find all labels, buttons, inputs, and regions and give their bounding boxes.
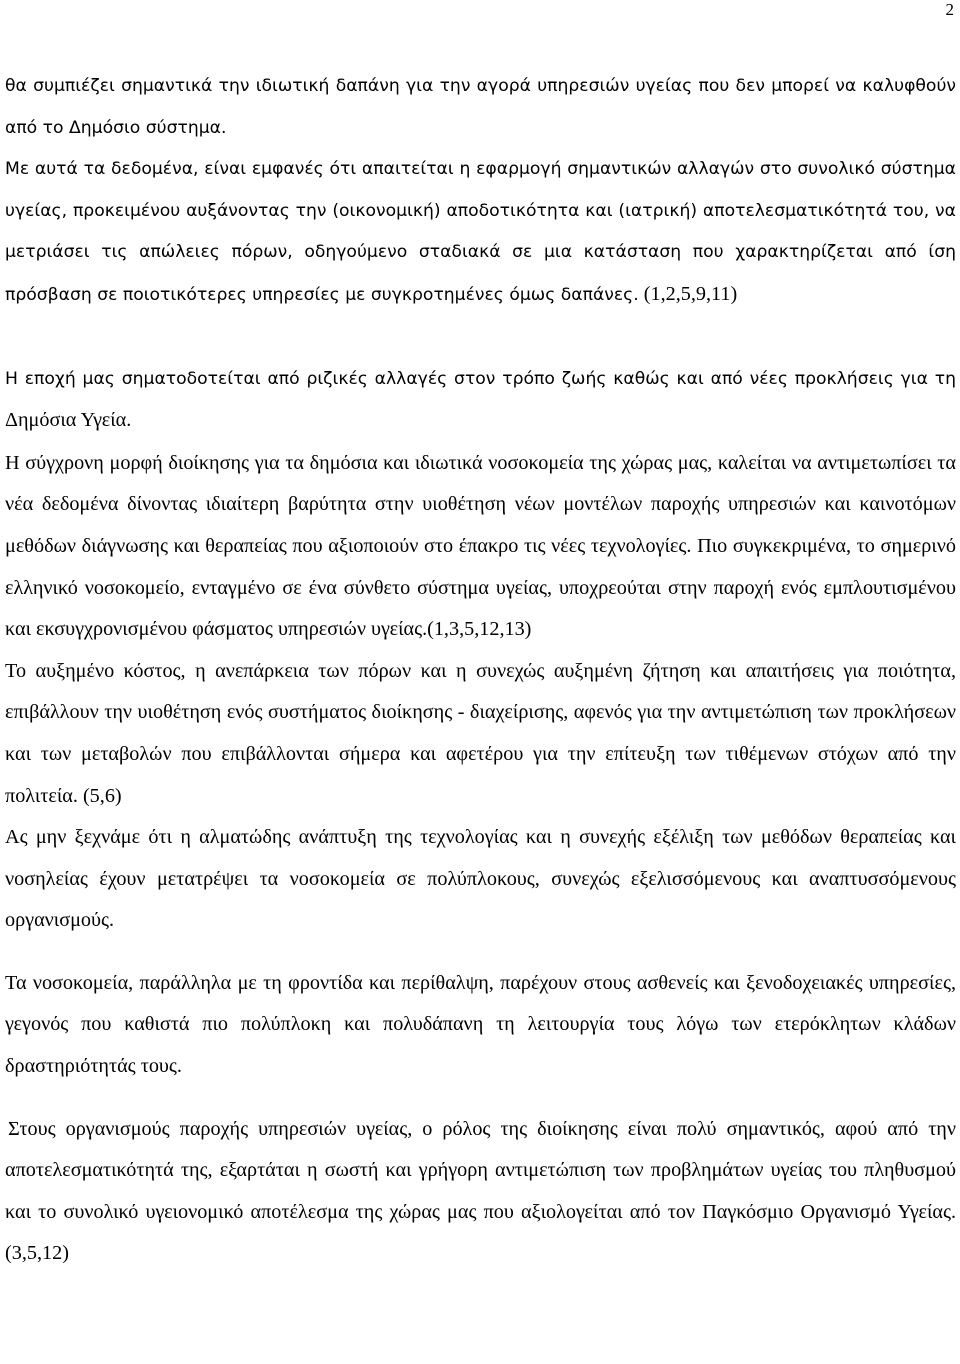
paragraph-text: Ας μην ξεχνάμε ότι η αλματώδης ανάπτυξη της τεχνολογίας και η συνεχής εξέλιξη των μεθόδων θεραπείας και νοσηλείας έχουν μετατρέψει τα νοσοκομεία σε πολύπλοκους, συνεχώς εξελισσόμενους και αναπτυσσόμενους οργανισμούς. xyxy=(5,826,956,932)
paragraph-system-changes xyxy=(5,149,956,316)
paragraph-text: Τα νοσοκομεία, παράλληλα με τη φροντίδα και περίθαλψη, παρέχουν στους ασθενείς και ξενοδοχειακές υπηρεσίες, γεγονός που καθιστά πιο πολύπλοκη και πολυδάπανη τη λειτουργία τους λόγω των ετερόκλητων κλάδων δραστηριότητάς τους. xyxy=(5,971,956,1078)
page-number: 2 xyxy=(945,0,954,19)
citation: (1,2,5,9,11) xyxy=(638,282,738,305)
paragraph-tail: Δημόσια Υγεία. xyxy=(5,409,132,432)
paragraph-text: Η εποχή μας σηματοδοτείται από ριζικές αλλαγές στον τρόπο ζωής καθώς και από νέες προκλήσεις για τη xyxy=(5,368,956,389)
paragraph-text: Στους οργανισμούς παροχής υπηρεσιών υγείας, ο ρόλος της διοίκησης είναι πολύ σημαντικός, αφού από την αποτελεσματικότητά της, εξαρτάται η σωστή και γρήγορη αντιμετώπιση των προβλημάτων υγείας του πληθυσμού και το συνολικό υγειονομικό αποτέλεσμα της χώρας μας που αξιολογείται από τον Παγκόσμιο Οργανισμό Υγείας. (3,5,12) xyxy=(5,1117,956,1265)
paragraph-cost xyxy=(5,651,956,817)
paragraph-health-organizations xyxy=(5,1109,956,1275)
paragraph-era-challenges xyxy=(5,358,956,443)
paragraph-technology xyxy=(5,817,956,942)
paragraph-hospitals xyxy=(5,963,956,1088)
paragraph-text: Η σύγχρονη μορφή διοίκησης για τα δημόσια και ιδιωτικά νοσοκομεία της χώρας μας, καλείται να αντιμετωπίσει τα νέα δεδομένα δίνοντας ιδιαίτερη βαρύτητα στην υιοθέτηση νέων μοντέλων παροχής υπηρεσιών και καινοτόμων μεθόδων διάγνωσης και θεραπείας που αξιοποιούν στο έπακρο τις νέες τεχνολογίες. Πιο συγκεκριμένα, το σημερινό ελληνικό νοσοκομείο, ενταγμένο σε ένα σύνθετο σύστημα υγείας, υποχρεούται στην παροχή ενός εμπλουτισμένου και εκσυγχρονισμένου φάσματος υπηρεσιών υγείας.(1,3,5,12,13) xyxy=(5,451,956,641)
document-body xyxy=(5,66,956,1275)
paragraph-continuation xyxy=(5,66,956,149)
paragraph-text: θα συμπιέζει σημαντικά την ιδιωτική δαπάνη για την αγορά υπηρεσιών υγείας που δεν μπορεί να καλυφθούν από το Δημόσιο σύστημα. xyxy=(5,76,956,138)
paragraph-text: Το αυξημένο κόστος, η ανεπάρκεια των πόρων και η συνεχώς αυξημένη ζήτηση και απαιτήσεις για ποιότητα, επιβάλλουν την υιοθέτηση ενός συστήματος διοίκησης - διαχείρισης, αφενός για την αντιμετώπιση των προκλήσεων και των μεταβολών που επιβάλλονται σήμερα και αφετέρου για την επίτευξη των τιθέμενων στόχων από την πολιτεία. (5,6) xyxy=(5,659,956,807)
paragraph-modern-administration xyxy=(5,443,956,651)
paragraph-text: Με αυτά τα δεδομένα, είναι εμφανές ότι απαιτείται η εφαρμογή σημαντικών αλλαγών στο συνολικό σύστημα υγείας, προκειμένου αυξάνοντας την (οικονομική) αποδοτικότητα και (ιατρική) αποτελεσματικότητά του, να μετριάσει τις απώλειες πόρων, οδηγούμενο σταδιακά σε μια κατάσταση που χαρακτηρίζεται από ίση πρόσβαση σε ποιοτικότερες υπηρεσίες με συγκροτημένες όμως δαπάνες. xyxy=(5,159,956,305)
